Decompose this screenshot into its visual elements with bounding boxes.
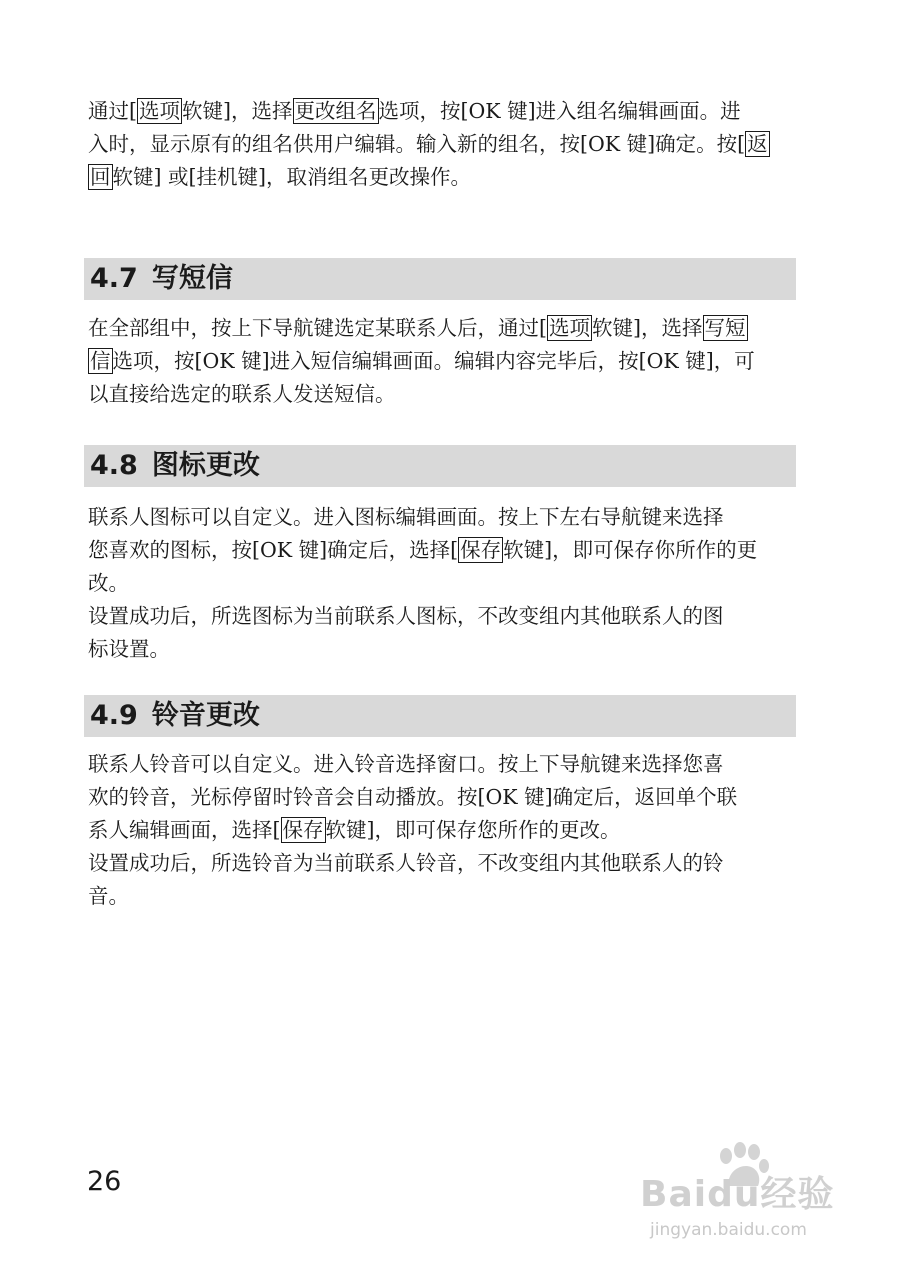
paragraph-line: [88, 312, 794, 345]
intro-line-2: [88, 128, 794, 161]
section-heading-4-8: [84, 445, 796, 487]
paragraph-line: [88, 534, 794, 567]
text-run: 软键]，选择: [182, 99, 293, 123]
text-run: 入时，显示原有的组名供用户编辑。输入新的组名，按[OK 键]确定。按[: [88, 132, 746, 156]
text-run: 软键] 或[挂机键]，取消组名更改操作。: [112, 165, 472, 189]
paragraph-line: 设置成功后，所选铃音为当前联系人铃音，不改变组内其他联系人的铃: [88, 851, 724, 875]
softkey-label: 选项: [139, 99, 180, 123]
text-run: 软键]，即可保存您所作的更改。: [325, 818, 621, 842]
text-run: 软键]，即可保存你所作的更: [503, 538, 758, 562]
paragraph-line: 联系人铃音可以自定义。进入铃音选择窗口。按上下导航键来选择您喜: [88, 752, 724, 776]
text-run: 选项，按[OK 键]进入组名编辑画面。进: [378, 99, 741, 123]
text-run: 您喜欢的图标，按[OK 键]确定后，选择[: [88, 538, 459, 562]
section-title: 铃音更改: [151, 700, 260, 731]
menu-option-label: 信: [90, 349, 111, 373]
section-4-7-paragraph: [88, 312, 794, 411]
baidu-watermark: [640, 1148, 850, 1248]
paragraph-line: 音。: [88, 884, 129, 908]
watermark-url: jingyan.baidu.com: [650, 1220, 807, 1240]
section-number: 4.8: [90, 450, 138, 481]
menu-option-label: 写短: [704, 316, 746, 340]
section-4-9-paragraph: [88, 748, 794, 913]
watermark-brand: Baidu经验: [640, 1174, 835, 1215]
paragraph-line: 欢的铃音，光标停留时铃音会自动播放。按[OK 键]确定后，返回单个联: [88, 785, 738, 809]
section-heading-4-9: [84, 695, 796, 737]
section-number: 4.9: [90, 700, 138, 731]
text-run: 软键]，选择: [592, 316, 703, 340]
intro-line-3: [88, 161, 794, 194]
softkey-label: 保存: [460, 538, 502, 562]
softkey-label: 保存: [282, 818, 324, 842]
paragraph-line: 以直接给选定的联系人发送短信。: [88, 382, 396, 406]
section-4-8-paragraph: [88, 501, 794, 666]
section-heading-4-7: [84, 258, 796, 300]
paragraph-line: 联系人图标可以自定义。进入图标编辑画面。按上下左右导航键来选择: [88, 505, 724, 529]
softkey-label: 选项: [549, 316, 590, 340]
paragraph-line: [88, 814, 794, 847]
softkey-label: 回: [90, 165, 111, 189]
text-run: 通过[: [88, 99, 137, 123]
section-number: 4.7: [90, 263, 138, 294]
section-title: 写短信: [151, 263, 233, 294]
paragraph-line: [88, 345, 794, 378]
intro-paragraph: [88, 95, 794, 194]
text-run: 系人编辑画面，选择[: [88, 818, 281, 842]
intro-line-1: [88, 95, 794, 128]
softkey-label: 返: [747, 132, 768, 156]
text-run: 在全部组中，按上下导航键选定某联系人后，通过[: [88, 316, 547, 340]
paragraph-line: 设置成功后，所选图标为当前联系人图标，不改变组内其他联系人的图: [88, 604, 724, 628]
paragraph-line: 标设置。: [88, 637, 170, 661]
text-run: 选项，按[OK 键]进入短信编辑画面。编辑内容完毕后，按[OK 键]，可: [112, 349, 755, 373]
page-number: 26: [87, 1166, 122, 1197]
section-title: 图标更改: [151, 450, 260, 481]
menu-option-label: 更改组名: [294, 99, 377, 123]
paragraph-line: 改。: [88, 571, 129, 595]
